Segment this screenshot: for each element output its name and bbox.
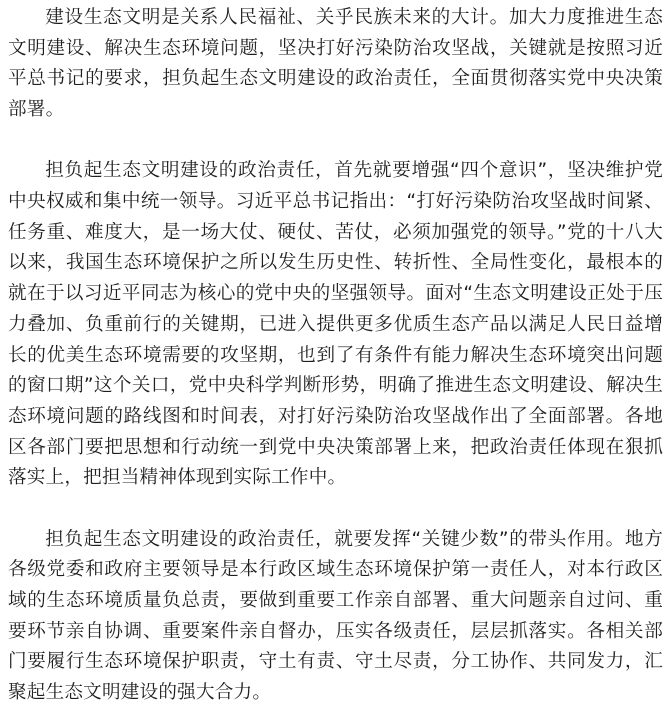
article-paragraph-3: 担负起生态文明建设的政治责任，就要发挥“关键少数”的带头作用。地方各级党委和政府主要领导是本行政区域生态环境保护第一责任人，对本行政区域的生态环境质量负总责，要做到重要工作亲自部署、重大问题亲自过问、重要环节亲自协调、重要案件亲自督办，压实各级责任，层层抓落实。各相关部门要履行生态环境保护职责，守土有责、守土尽责，分工协作、共同发力，汇聚起生态文明建设的强大合力。 [8, 528, 663, 704]
article-paragraph-2: 担负起生态文明建设的政治责任，首先就要增强“四个意识”，坚决维护党中央权威和集中统一领导。习近平总书记指出：“打好污染防治攻坚战时间紧、任务重、难度大，是一场大仗、硬仗、苦仗，必须加强党的领导。”党的十八大以来，我国生态环境保护之所以发生历史性、转折性、全局性变化，最根本的就在于以习近平同志为核心的党中央的坚强领导。面对“生态文明建设正处于压力叠加、负重前行的关键期，已进入提供更多优质生态产品以满足人民日益增长的优美生态环境需要的攻坚期，也到了有条件有能力解决生态环境突出问题的窗口期”这个关口，党中央科学判断形势，明确了推进生态文明建设、解决生态环境问题的路线图和时间表，对打好污染防治攻坚战作出了全面部署。各地区各部门要把思想和行动统一到党中央决策部署上来，把政治责任体现在狠抓落实上，把担当精神体现到实际工作中。 [8, 160, 663, 489]
article-paragraph-1: 建设生态文明是关系人民福祉、关乎民族未来的大计。加大力度推进生态文明建设、解决生态环境问题，坚决打好污染防治攻坚战，关键就是按照习近平总书记的要求，担负起生态文明建设的政治责任，全面贯彻落实党中央决策部署。 [8, 7, 663, 121]
